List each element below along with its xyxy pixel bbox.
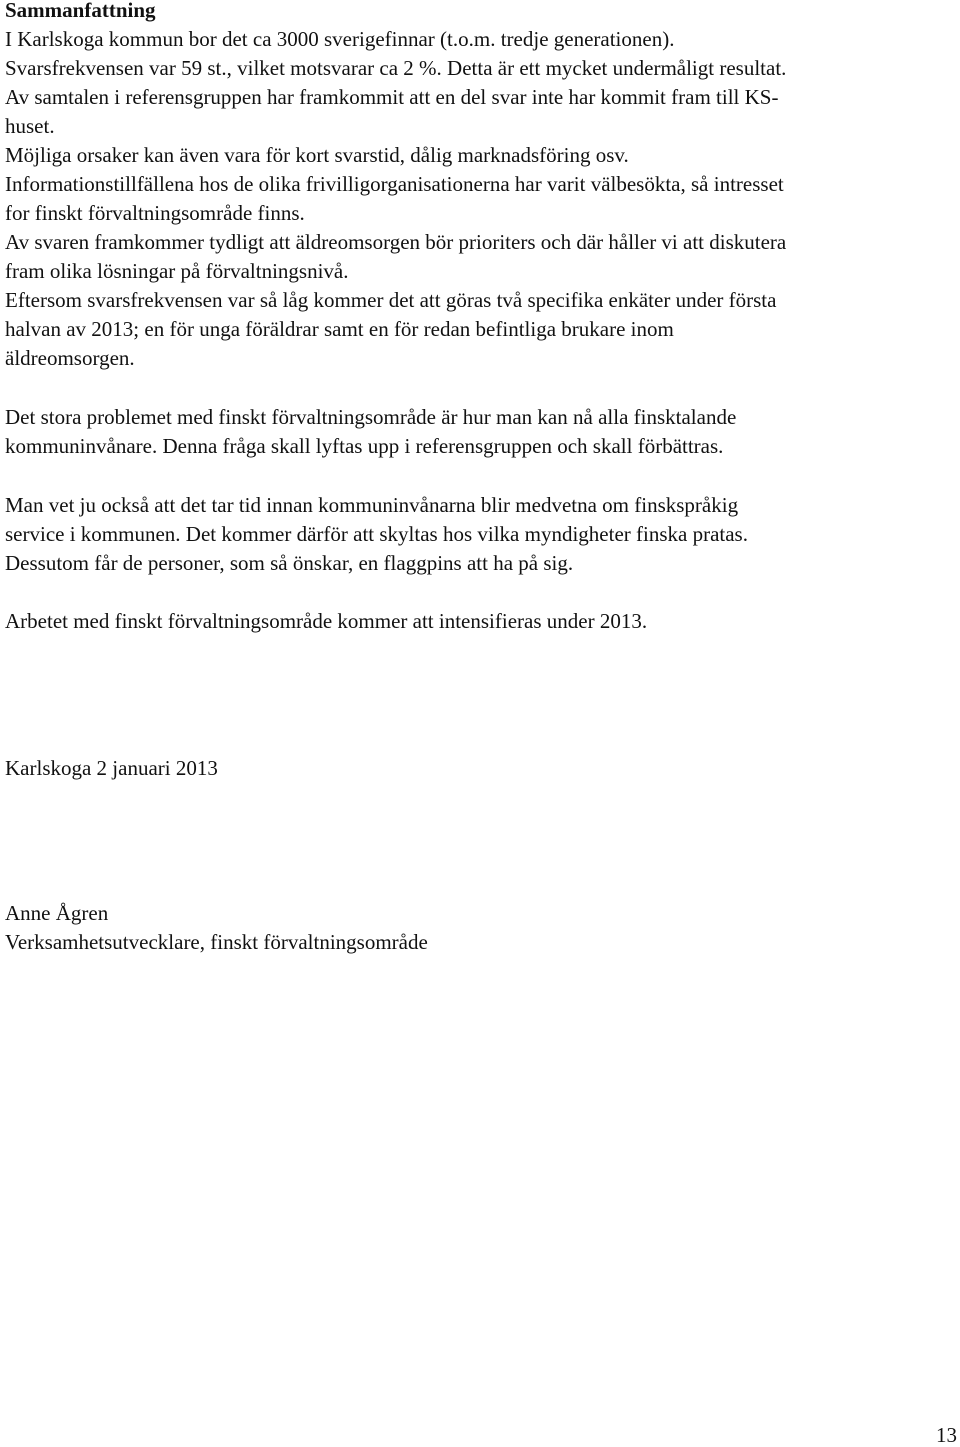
page-number: 13 [936, 1423, 957, 1447]
signer-title: Verksamhetsutvecklare, finskt förvaltningsområde [5, 930, 428, 954]
summary-line: for finskt förvaltningsområde finns. [5, 201, 305, 225]
summary-line: Svarsfrekvensen var 59 st., vilket motsvarar ca 2 %. Detta är ett mycket undermåligt resultat. [5, 56, 787, 80]
summary-line: Möjliga orsaker kan även vara för kort svarstid, dålig marknadsföring osv. [5, 143, 629, 167]
problem-line: Det stora problemet med finskt förvaltningsområde är hur man kan nå alla finsktalande [5, 405, 737, 429]
summary-line: halvan av 2013; en för unga föräldrar samt en för redan befintliga brukare inom [5, 317, 674, 341]
signer-name: Anne Ågren [5, 901, 109, 925]
place-date: Karlskoga 2 januari 2013 [5, 756, 218, 780]
summary-line: huset. [5, 114, 55, 138]
closing-line: Arbetet med finskt förvaltningsområde kommer att intensifieras under 2013. [5, 609, 648, 633]
awareness-line: Man vet ju också att det tar tid innan kommuninvånarna blir medvetna om finskspråkig [5, 493, 739, 517]
summary-line: fram olika lösningar på förvaltningsnivå. [5, 259, 349, 283]
awareness-line: service i kommunen. Det kommer därför att skyltas hos vilka myndigheter finska pratas. [5, 522, 748, 546]
summary-line: äldreomsorgen. [5, 346, 135, 370]
summary-line: I Karlskoga kommun bor det ca 3000 sverigefinnar (t.o.m. tredje generationen). [5, 27, 675, 51]
awareness-line: Dessutom får de personer, som så önskar, en flaggpins att ha på sig. [5, 551, 574, 575]
summary-line: Av svaren framkommer tydligt att äldreomsorgen bör prioriters och där håller vi att diskutera [5, 230, 787, 254]
problem-line: kommuninvånare. Denna fråga skall lyftas upp i referensgruppen och skall förbättras. [5, 434, 724, 458]
summary-line: Eftersom svarsfrekvensen var så låg kommer det att göras två specifika enkäter under första [5, 288, 777, 312]
summary-line: Informationstillfällena hos de olika frivilligorganisationerna har varit välbesökta, så intresset [5, 172, 784, 196]
section-heading: Sammanfattning [5, 0, 156, 22]
summary-line: Av samtalen i referensgruppen har framkommit att en del svar inte har kommit fram till KS- [5, 85, 779, 109]
